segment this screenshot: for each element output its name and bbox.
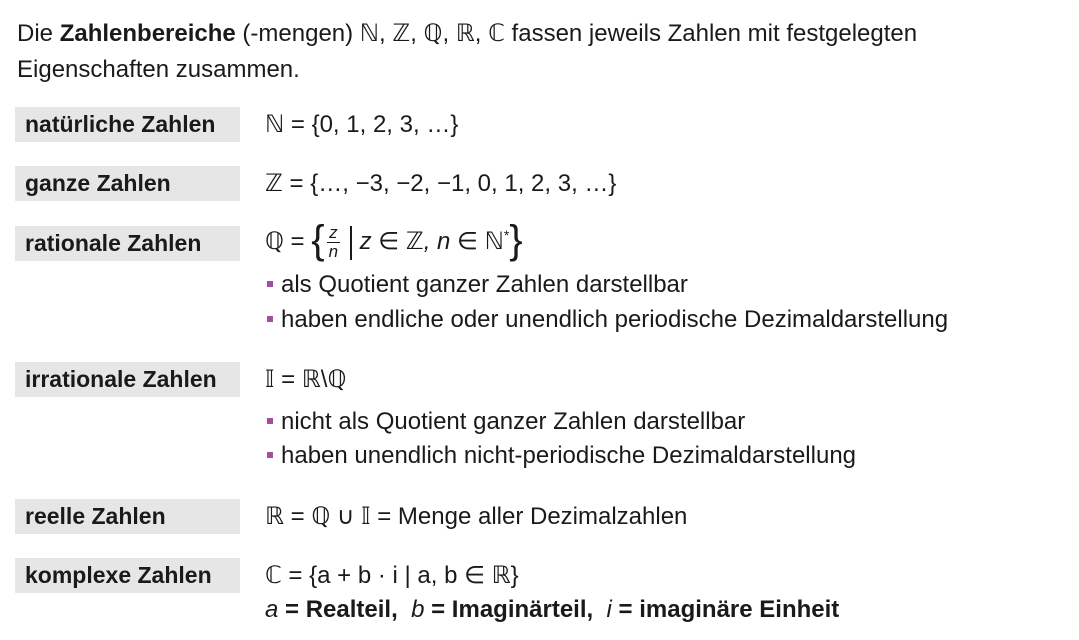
complex-definitions [265,595,839,625]
rational-set-symbol: ℚ [265,228,284,255]
bullet-marker [267,316,273,322]
def-i-symbol: i [606,596,612,623]
formula-complex-numbers: ℂ = {a + b · i | a, b ∈ ℝ} [265,562,519,589]
set-builder-bar [350,226,352,260]
right-brace: } [509,218,523,262]
rational-eq: = [283,228,312,255]
bullet-marker [267,452,273,458]
irrational-bullet-1 [267,407,745,437]
fraction-denominator: n [328,242,339,262]
fraction-z-over-n [327,224,340,261]
formula-real-numbers: ℝ = ℚ ∪ 𝕀 = Menge aller Dezimalzahlen [265,503,688,530]
label-rational-numbers: rationale Zahlen [15,226,240,261]
label-natural-numbers: natürliche Zahlen [15,107,240,142]
formula-irrational-numbers: 𝕀 = ℝ\ℚ [265,366,347,393]
bullet-text: haben unendlich nicht-periodische Dezimaldarstellung [281,442,857,469]
rational-bullet-2 [267,305,948,335]
formula-integers: ℤ = {…, −3, −2, −1, 0, 1, 2, 3, …} [265,170,617,197]
label-complex-numbers: komplexe Zahlen [15,558,240,593]
bullet-marker [267,281,273,287]
bullet-text: als Quotient ganzer Zahlen darstellbar [281,271,688,298]
def-a-symbol: a [265,596,279,623]
left-brace: { [311,218,325,262]
label-irrational-numbers: irrationale Zahlen [15,362,240,397]
rational-condition: z ∈ ℤ, n ∈ ℕ [359,228,504,255]
rational-star: * [503,227,510,243]
rational-bullet-1 [267,270,688,300]
def-a-text: = Realteil, [278,596,398,623]
def-b-symbol: b [411,596,425,623]
fraction-numerator: z [327,224,340,243]
intro-paragraph [17,16,1067,88]
formula-natural-numbers: ℕ = {0, 1, 2, 3, …} [265,111,459,138]
label-real-numbers: reelle Zahlen [15,499,240,534]
irrational-bullet-2 [267,441,856,471]
formula-rational-numbers [265,218,523,262]
label-integers: ganze Zahlen [15,166,240,201]
bullet-text: nicht als Quotient ganzer Zahlen darstellbar [281,408,746,435]
def-i-text: = imaginäre Einheit [611,596,840,623]
intro-bold-term: Zahlenbereiche [59,20,236,47]
intro-text-post: (-mengen) ℕ, ℤ, ℚ, ℝ, ℂ fassen jeweils Zahlen mit festgelegten Eigenschaften zusammen. [17,20,918,83]
bullet-text: haben endliche oder unendlich periodische Dezimaldarstellung [281,306,949,333]
intro-text-pre: Die [17,20,60,47]
def-b-text: = Imaginärteil, [424,596,594,623]
bullet-marker [267,418,273,424]
